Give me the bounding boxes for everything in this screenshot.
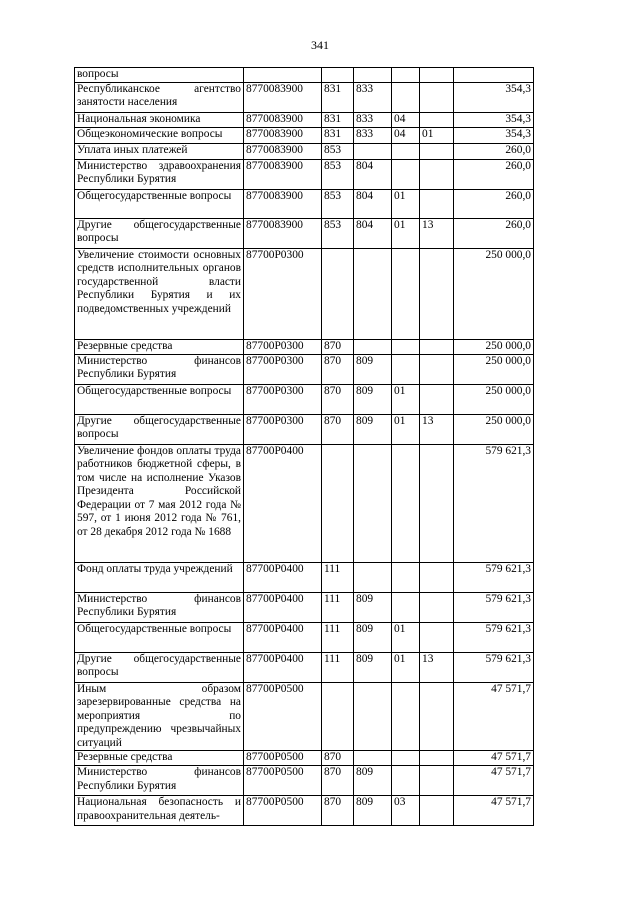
row-expense-type: 111: [322, 652, 354, 682]
page-number: 341: [311, 38, 329, 52]
row-gr-code: 804: [354, 218, 392, 248]
row-code: 87700Р0300: [244, 414, 322, 444]
row-subsection: [420, 384, 454, 414]
row-expense-type: [322, 68, 354, 83]
row-section: [392, 766, 420, 796]
row-subsection: [420, 189, 454, 218]
row-expense-type: 853: [322, 189, 354, 218]
row-gr-code: 809: [354, 414, 392, 444]
row-subsection: [420, 766, 454, 796]
row-code: 87700Р0500: [244, 796, 322, 826]
table-row: [75, 143, 534, 159]
row-subsection: [420, 354, 454, 384]
row-expense-type: 831: [322, 127, 354, 143]
row-section: 01: [392, 414, 420, 444]
row-name: Увеличение стоимости основных средств исполнительных органов государственной власти Республики Бурятия и их подведомственных учреждений: [75, 248, 244, 339]
row-name: Другие общегосударственные вопросы: [75, 414, 244, 444]
row-section: [392, 682, 420, 751]
row-gr-code: 833: [354, 127, 392, 143]
row-expense-type: [322, 444, 354, 562]
row-section: 01: [392, 189, 420, 218]
row-name: Фонд оплаты труда учреждений: [75, 562, 244, 592]
row-subsection: [420, 592, 454, 622]
row-gr-code: 804: [354, 159, 392, 189]
row-section: 04: [392, 127, 420, 143]
row-gr-code: 809: [354, 622, 392, 652]
row-gr-code: [354, 562, 392, 592]
table-row: [75, 751, 534, 766]
table-row: [75, 414, 534, 444]
row-expense-type: [322, 682, 354, 751]
row-expense-type: 870: [322, 354, 354, 384]
row-subsection: 13: [420, 218, 454, 248]
row-code: 87700Р0400: [244, 622, 322, 652]
row-code: 87700Р0400: [244, 444, 322, 562]
row-code: 8770083900: [244, 159, 322, 189]
row-expense-type: 853: [322, 143, 354, 159]
row-code: 8770083900: [244, 218, 322, 248]
row-gr-code: 809: [354, 796, 392, 826]
row-code: 8770083900: [244, 82, 322, 112]
row-name: Министерство финансов Республики Бурятия: [75, 592, 244, 622]
row-name: Другие общегосударственные вопросы: [75, 218, 244, 248]
row-code: 87700Р0300: [244, 248, 322, 339]
row-gr-code: 809: [354, 766, 392, 796]
row-name: Министерство финансов Республики Бурятия: [75, 766, 244, 796]
row-code: [244, 68, 322, 83]
table-row: [75, 652, 534, 682]
row-section: 01: [392, 622, 420, 652]
row-gr-code: 809: [354, 652, 392, 682]
row-sum: 250 000,0: [454, 248, 534, 339]
row-expense-type: 831: [322, 82, 354, 112]
row-expense-type: 853: [322, 159, 354, 189]
row-subsection: [420, 159, 454, 189]
row-subsection: [420, 143, 454, 159]
row-sum: 47 571,7: [454, 682, 534, 751]
row-expense-type: 111: [322, 592, 354, 622]
row-subsection: [420, 68, 454, 83]
row-code: 87700Р0400: [244, 652, 322, 682]
row-name: Увеличение фондов оплаты труда работников бюджетной сферы, в том числе на исполнение Указов Президента Российской Федерации от 7 мая 2012 года № 597, от 1 июня 2012 года № 761, от 28 декабря 2012 года № 1688: [75, 444, 244, 562]
row-name: Министерство финансов Республики Бурятия: [75, 354, 244, 384]
table-row: [75, 562, 534, 592]
row-subsection: [420, 444, 454, 562]
row-gr-code: 833: [354, 82, 392, 112]
row-section: 03: [392, 796, 420, 826]
row-gr-code: 809: [354, 384, 392, 414]
row-sum: 250 000,0: [454, 339, 534, 354]
row-sum: 47 571,7: [454, 796, 534, 826]
row-section: [392, 159, 420, 189]
row-section: [392, 562, 420, 592]
row-code: 87700Р0500: [244, 766, 322, 796]
table-row: [75, 592, 534, 622]
row-section: [392, 143, 420, 159]
row-subsection: [420, 796, 454, 826]
row-code: 87700Р0300: [244, 339, 322, 354]
row-sum: 260,0: [454, 189, 534, 218]
row-gr-code: 804: [354, 189, 392, 218]
row-section: 01: [392, 218, 420, 248]
row-sum: 260,0: [454, 143, 534, 159]
row-section: 01: [392, 384, 420, 414]
row-code: 87700Р0300: [244, 354, 322, 384]
row-gr-code: 833: [354, 112, 392, 127]
row-gr-code: [354, 751, 392, 766]
row-expense-type: 870: [322, 414, 354, 444]
table-row: [75, 384, 534, 414]
row-code: 8770083900: [244, 112, 322, 127]
row-sum: 47 571,7: [454, 751, 534, 766]
row-name: Иным образом зарезервированные средства на мероприятия по предупреждению чрезвычайных ситуаций: [75, 682, 244, 751]
table-row: [75, 354, 534, 384]
row-code: 87700Р0400: [244, 592, 322, 622]
row-subsection: 13: [420, 414, 454, 444]
row-sum: 579 621,3: [454, 652, 534, 682]
row-expense-type: 870: [322, 384, 354, 414]
row-code: 87700Р0400: [244, 562, 322, 592]
table-row: [75, 218, 534, 248]
row-expense-type: 111: [322, 622, 354, 652]
row-sum: 47 571,7: [454, 766, 534, 796]
table-row: [75, 796, 534, 826]
row-section: [392, 339, 420, 354]
row-subsection: [420, 562, 454, 592]
row-name: Общегосударственные вопросы: [75, 622, 244, 652]
row-section: [392, 248, 420, 339]
table-row: [75, 127, 534, 143]
row-sum: 579 621,3: [454, 622, 534, 652]
row-name: Национальная экономика: [75, 112, 244, 127]
row-subsection: [420, 751, 454, 766]
row-sum: 579 621,3: [454, 562, 534, 592]
table-row: [75, 444, 534, 562]
row-name: Другие общегосударственные вопросы: [75, 652, 244, 682]
row-sum: 260,0: [454, 218, 534, 248]
row-subsection: [420, 339, 454, 354]
row-name: Общеэкономические вопросы: [75, 127, 244, 143]
row-subsection: [420, 622, 454, 652]
row-expense-type: [322, 248, 354, 339]
row-expense-type: 111: [322, 562, 354, 592]
row-code: 87700Р0500: [244, 751, 322, 766]
row-sum: 354,3: [454, 112, 534, 127]
table-row: [75, 189, 534, 218]
row-sum: 250 000,0: [454, 414, 534, 444]
row-section: [392, 592, 420, 622]
row-name: вопросы: [75, 68, 244, 83]
row-section: 01: [392, 652, 420, 682]
row-gr-code: 809: [354, 354, 392, 384]
table-row: [75, 112, 534, 127]
row-name: Общегосударственные вопросы: [75, 189, 244, 218]
row-sum: 579 621,3: [454, 592, 534, 622]
row-subsection: [420, 248, 454, 339]
row-name: Уплата иных платежей: [75, 143, 244, 159]
row-expense-type: 870: [322, 751, 354, 766]
row-subsection: 13: [420, 652, 454, 682]
table-row: [75, 339, 534, 354]
row-sum: [454, 68, 534, 83]
table-row: [75, 766, 534, 796]
row-gr-code: [354, 444, 392, 562]
row-section: [392, 68, 420, 83]
row-gr-code: [354, 143, 392, 159]
row-subsection: 01: [420, 127, 454, 143]
row-expense-type: 870: [322, 796, 354, 826]
row-section: 04: [392, 112, 420, 127]
row-name: Республиканское агентство занятости населения: [75, 82, 244, 112]
row-section: [392, 82, 420, 112]
row-section: [392, 354, 420, 384]
row-expense-type: 870: [322, 339, 354, 354]
table-row: [75, 682, 534, 751]
row-code: 8770083900: [244, 189, 322, 218]
row-name: Резервные средства: [75, 751, 244, 766]
row-sum: 250 000,0: [454, 354, 534, 384]
row-expense-type: 853: [322, 218, 354, 248]
row-expense-type: 831: [322, 112, 354, 127]
row-sum: 354,3: [454, 127, 534, 143]
row-subsection: [420, 112, 454, 127]
row-code: 87700Р0500: [244, 682, 322, 751]
table-row: [75, 248, 534, 339]
row-code: 8770083900: [244, 127, 322, 143]
row-subsection: [420, 682, 454, 751]
row-name: Национальная безопасность и правоохранительная деятель-: [75, 796, 244, 826]
row-sum: 260,0: [454, 159, 534, 189]
row-name: Общегосударственные вопросы: [75, 384, 244, 414]
row-sum: 250 000,0: [454, 384, 534, 414]
table-body: [75, 68, 534, 826]
table-row: [75, 68, 534, 83]
row-sum: 579 621,3: [454, 444, 534, 562]
table-row: [75, 82, 534, 112]
row-subsection: [420, 82, 454, 112]
row-sum: 354,3: [454, 82, 534, 112]
row-section: [392, 751, 420, 766]
row-section: [392, 444, 420, 562]
table-row: [75, 159, 534, 189]
row-gr-code: [354, 339, 392, 354]
row-name: Министерство здравоохранения Республики Бурятия: [75, 159, 244, 189]
row-gr-code: [354, 682, 392, 751]
row-expense-type: 870: [322, 766, 354, 796]
row-gr-code: [354, 68, 392, 83]
table-row: [75, 622, 534, 652]
row-code: 8770083900: [244, 143, 322, 159]
row-gr-code: [354, 248, 392, 339]
budget-table: [74, 67, 534, 826]
row-gr-code: 809: [354, 592, 392, 622]
row-code: 87700Р0300: [244, 384, 322, 414]
row-name: Резервные средства: [75, 339, 244, 354]
